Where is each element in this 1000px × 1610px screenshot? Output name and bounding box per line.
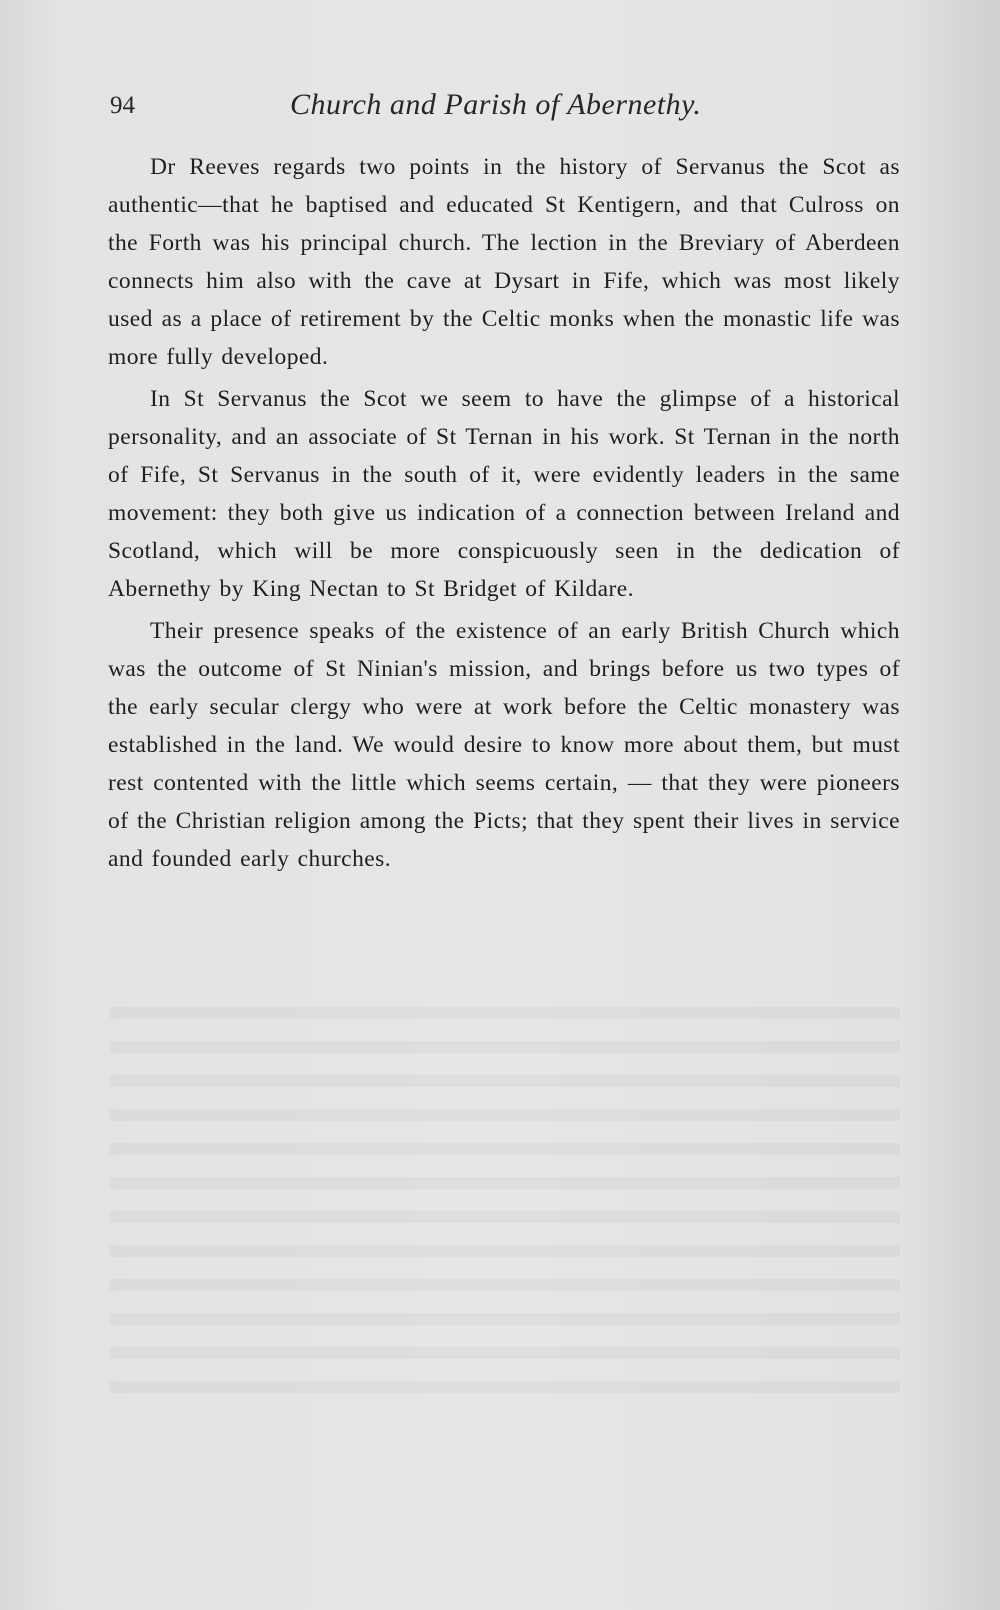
running-title: Church and Parish of Abernethy. xyxy=(290,88,702,121)
paragraph: Dr Reeves regards two points in the history of Servanus the Scot as authentic—that he baptised and educated St Kentigern, and that Culross on the Forth was his principal church. The lection in the Breviary of Aberdeen connects him also with the cave at Dysart in Fife, which was most likely used as a place of retirement by the Celtic monks when the monastic life was more fully developed. xyxy=(108,154,900,370)
show-through-texture xyxy=(110,985,900,1405)
paragraph: Their presence speaks of the existence of an early British Church which was the outcome of St Ninian's mission, and brings before us two types of the early secular clergy who were at work before the Celtic monastery was established in the land. We would desire to know more about them, but must rest contented with the little which seems certain, — that they were pioneers of the Christian religion among the Picts; that they spent their lives in service and founded early churches. xyxy=(108,618,900,872)
page-number: 94 xyxy=(110,92,135,119)
running-head xyxy=(110,88,900,128)
body-text xyxy=(108,148,900,882)
paragraph: In St Servanus the Scot we seem to have the glimpse of a historical personality, and an associate of St Ternan in his work. St Ternan in the north of Fife, St Servanus in the south of it, were evidently leaders in the same movement: they both give us indication of a connection between Ireland and Scotland, which will be more conspicuously seen in the dedication of Abernethy by King Nectan to St Bridget of Kildare. xyxy=(108,386,900,602)
